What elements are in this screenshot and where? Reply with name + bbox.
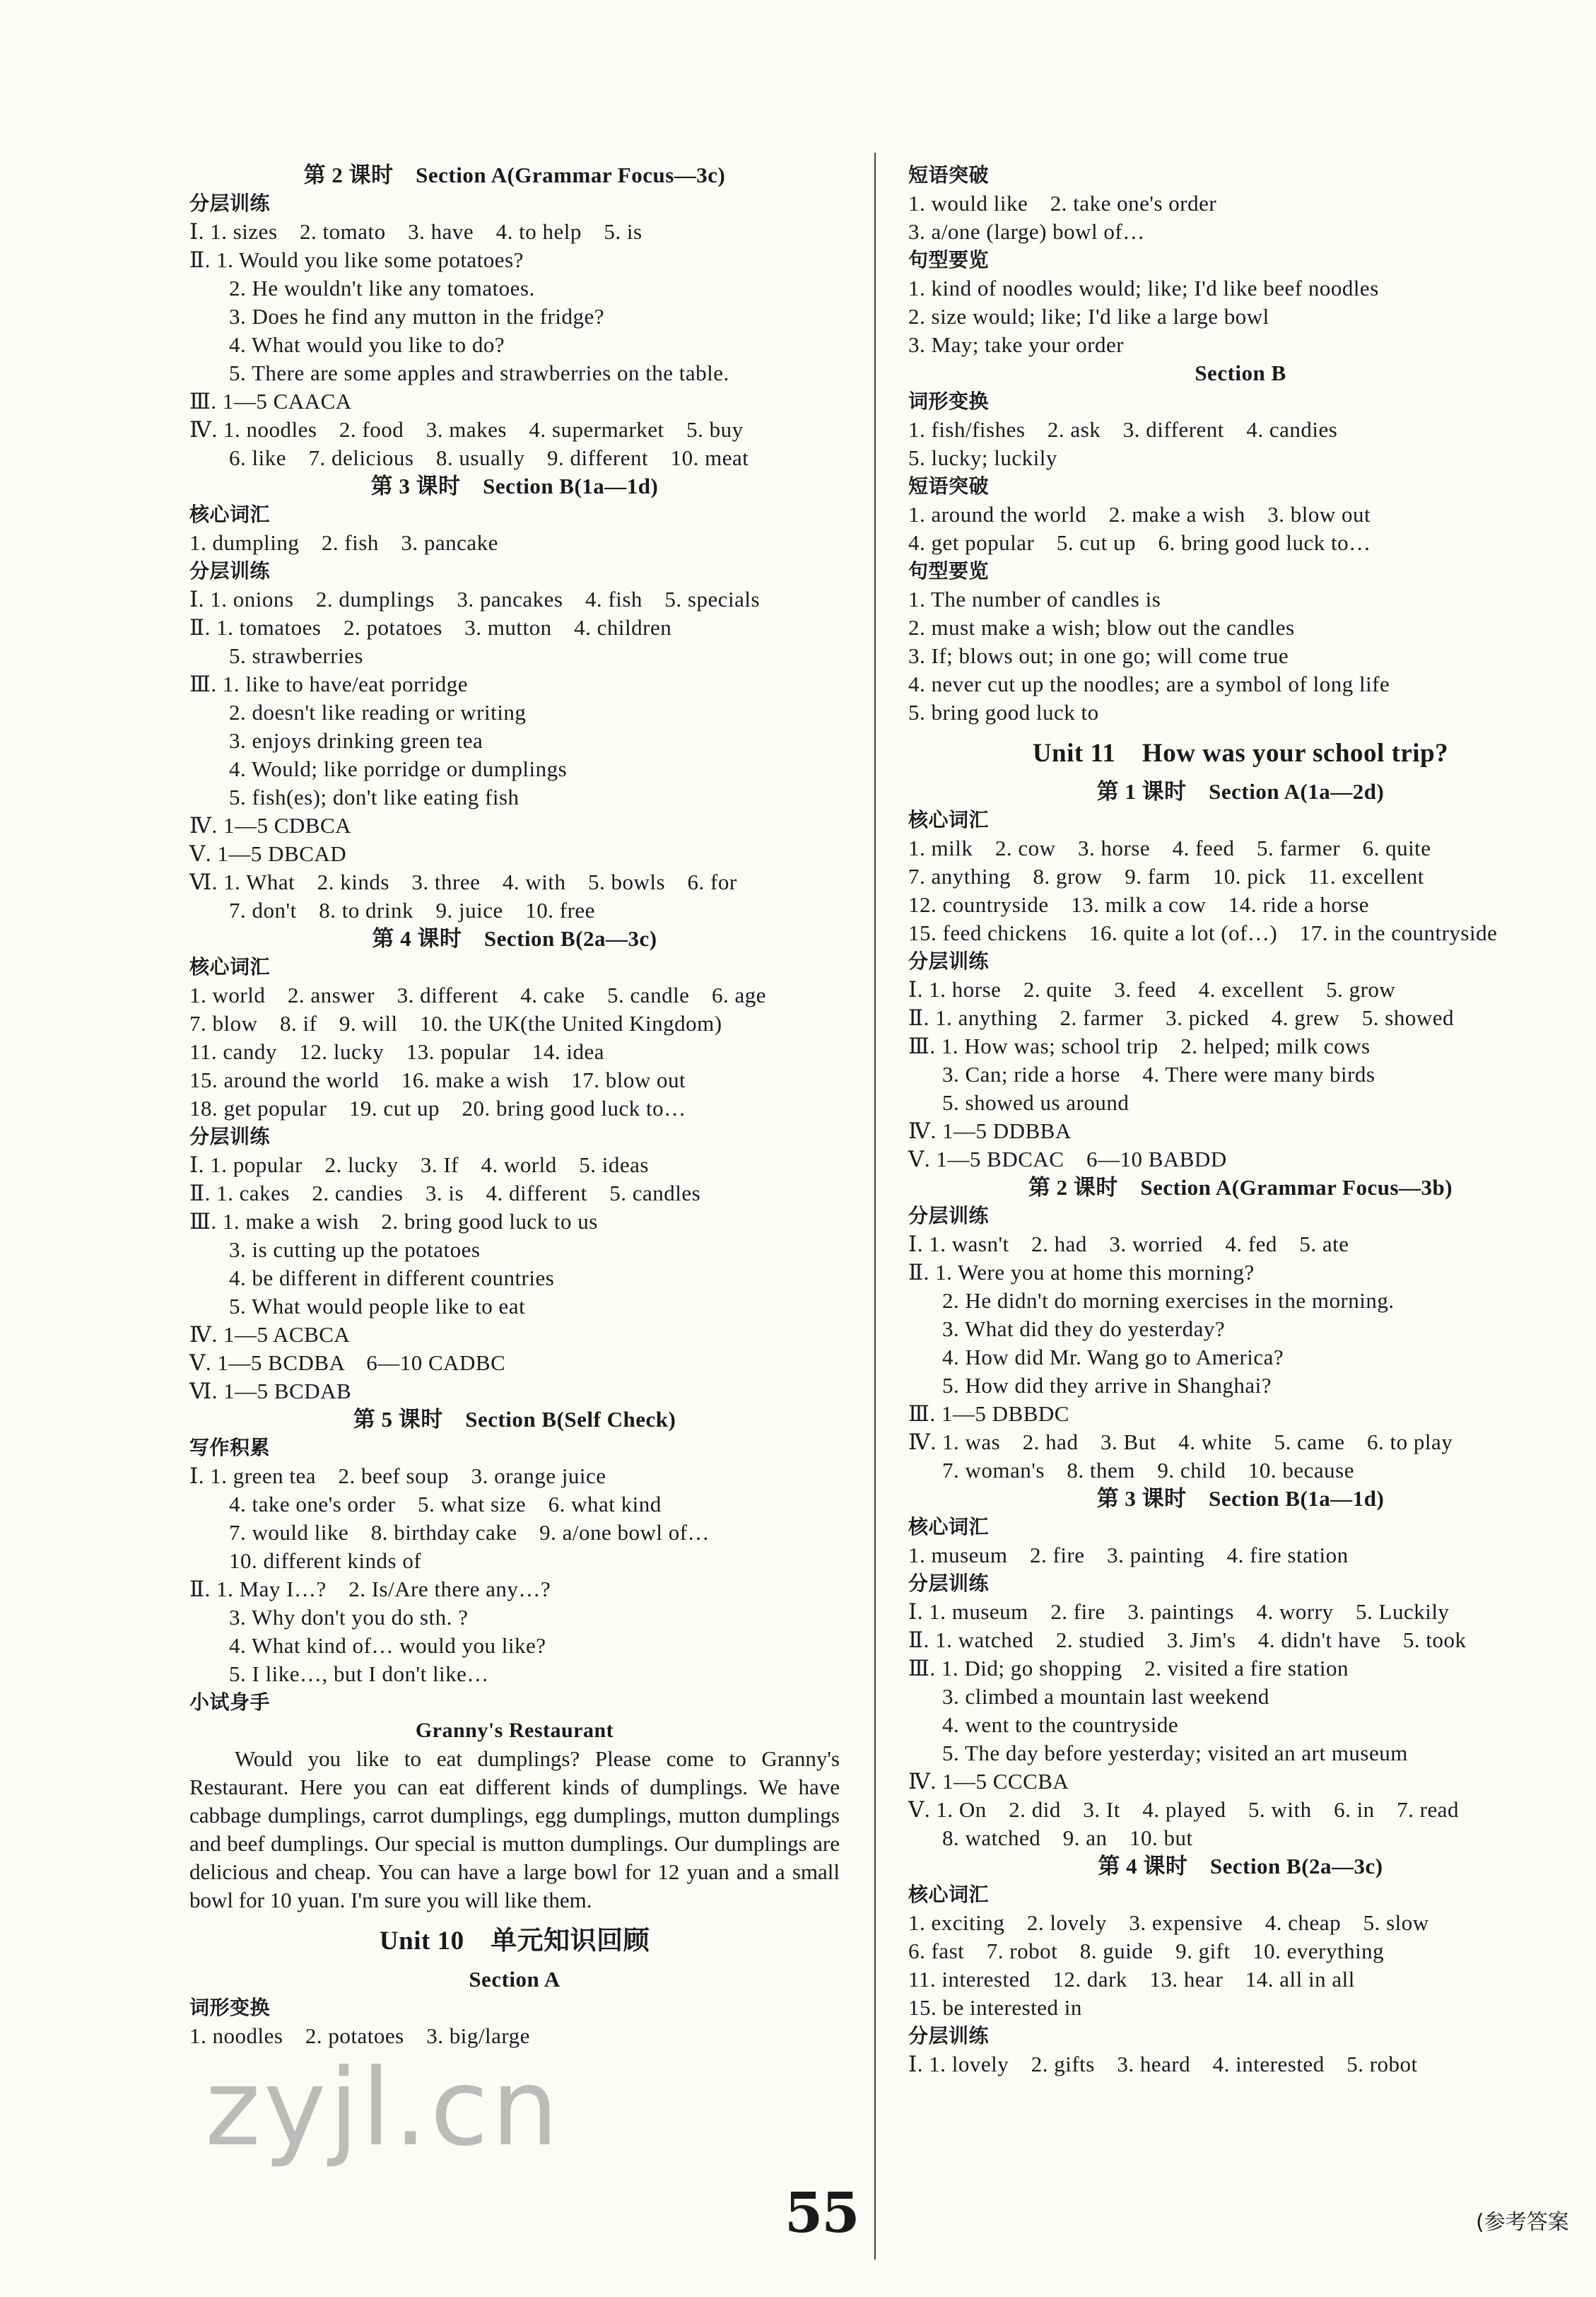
answer-line: 7. anything 8. grow 9. farm 10. pick 11. excellent [908, 864, 1424, 889]
answer-line: Ⅵ. 1—5 BCDAB [189, 1379, 352, 1403]
category-label: 分层训练 [908, 949, 990, 973]
category-label: 短语突破 [908, 163, 990, 187]
category-label: 句型要览 [908, 559, 990, 583]
answer-line: 1. dumpling 2. fish 3. pancake [189, 530, 498, 555]
left-answer-lines [189, 161, 840, 1745]
answer-line: 1. around the world 2. make a wish 3. blow out [908, 502, 1371, 527]
category-label: 短语突破 [908, 474, 990, 498]
answer-line: 4. get popular 5. cut up 6. bring good luck to… [908, 530, 1371, 555]
answer-line: 1. fish/fishes 2. ask 3. different 4. candies [908, 417, 1338, 442]
lesson-heading: 第 2 课时 Section A(Grammar Focus—3b) [1028, 1175, 1453, 1200]
answer-line: Ⅲ. 1. like to have/eat porridge [189, 672, 469, 696]
answer-line: Ⅰ. 1. museum 2. fire 3. paintings 4. worry 5. Luckily [908, 1599, 1450, 1624]
answer-line: 2. He wouldn't like any tomatoes. [229, 276, 535, 300]
answer-line: Ⅱ. 1. May I…? 2. Is/Are there any…? [189, 1577, 551, 1601]
page-number: 55 [785, 2181, 859, 2245]
answer-line: 5. The day before yesterday; visited an art museum [942, 1741, 1408, 1765]
answer-line: 1. noodles 2. potatoes 3. big/large [189, 2023, 530, 2048]
category-label: 分层训练 [189, 559, 271, 583]
answer-line: 2. must make a wish; blow out the candles [908, 615, 1295, 640]
answer-line: Ⅲ. 1—5 DBBDC [908, 1401, 1069, 1426]
category-label: 词形变换 [908, 390, 990, 413]
right-answer-lines [908, 161, 1573, 2079]
answer-line: 1. world 2. answer 3. different 4. cake 5. candle 6. age [189, 983, 766, 1007]
answer-line: 3. If; blows out; in one go; will come true [908, 643, 1289, 668]
answer-line: 3. a/one (large) bowl of… [908, 219, 1145, 244]
answer-line: Ⅰ. 1. horse 2. quite 3. feed 4. excellent 5. grow [908, 977, 1396, 1002]
answer-line: Ⅳ. 1—5 CDBCA [189, 813, 352, 838]
answer-line: 5. I like…, but I don't like… [229, 1661, 489, 1686]
answer-line: Ⅱ. 1. anything 2. farmer 3. picked 4. grew 5. showed [908, 1005, 1454, 1030]
answer-line: 5. lucky; luckily [908, 445, 1057, 470]
answer-line: 2. size would; like; I'd like a large bowl [908, 304, 1269, 329]
answer-line: 7. would like 8. birthday cake 9. a/one bowl of… [229, 1520, 710, 1545]
answer-line: Ⅲ. 1. make a wish 2. bring good luck to us [189, 1209, 598, 1234]
essay-title: Granny's Restaurant [415, 1719, 614, 1742]
lesson-heading: Section A [469, 1967, 561, 1992]
category-label: 分层训练 [189, 1125, 271, 1148]
lesson-heading: 第 4 课时 Section B(2a—3c) [372, 926, 657, 951]
category-label: 核心词汇 [189, 503, 271, 526]
answer-line: Ⅱ. 1. watched 2. studied 3. Jim's 4. didn't have 5. took [908, 1627, 1467, 1652]
answer-line: 4. never cut up the noodles; are a symbol of long life [908, 672, 1390, 696]
answer-line: 18. get popular 19. cut up 20. bring good luck to… [189, 1096, 686, 1121]
answer-line: 4. take one's order 5. what size 6. what kind [229, 1492, 662, 1516]
unit-heading: Unit 10 单元知识回顾 [379, 1927, 650, 1956]
answer-line: 7. don't 8. to drink 9. juice 10. free [229, 898, 595, 923]
answer-line: Ⅱ. 1. cakes 2. candies 3. is 4. different 5. candles [189, 1181, 701, 1205]
answer-line: 3. What did they do yesterday? [942, 1316, 1226, 1341]
answer-line: Ⅲ. 1. How was; school trip 2. helped; milk cows [908, 1034, 1371, 1058]
answer-line: Ⅳ. 1. was 2. had 3. But 4. white 5. came 6. to play [908, 1430, 1453, 1454]
right-column [908, 161, 1573, 2079]
category-label: 分层训练 [908, 1572, 990, 1595]
answer-line: 5. showed us around [942, 1090, 1129, 1115]
answer-line: 5. There are some apples and strawberries on the table. [229, 361, 729, 385]
answer-line: 7. blow 8. if 9. will 10. the UK(the United Kingdom) [189, 1011, 722, 1036]
lesson-heading: 第 2 课时 Section A(Grammar Focus—3c) [303, 163, 726, 187]
answer-line: 5. How did they arrive in Shanghai? [942, 1373, 1272, 1398]
answer-line: 4. How did Mr. Wang go to America? [942, 1345, 1284, 1369]
answer-line: Ⅲ. 1—5 CAACA [189, 389, 352, 414]
answer-line: 2. doesn't like reading or writing [229, 700, 527, 725]
answer-line: Ⅵ. 1. What 2. kinds 3. three 4. with 5. bowls 6. for [189, 870, 737, 894]
left-column [189, 161, 840, 2050]
category-label: 小试身手 [189, 1690, 271, 1714]
category-label: 词形变换 [189, 1996, 271, 2019]
answer-line: Ⅴ. 1. On 2. did 3. It 4. played 5. with 6. in 7. read [908, 1797, 1460, 1822]
answer-line: 11. interested 12. dark 13. hear 14. all in all [908, 1967, 1355, 1992]
answer-line: 5. bring good luck to [908, 700, 1099, 725]
answer-line: 4. What kind of… would you like? [229, 1633, 546, 1658]
answer-line: 4. be different in different countries [229, 1266, 555, 1290]
answer-line: 12. countryside 13. milk a cow 14. ride a horse [908, 892, 1369, 917]
answer-line: 1. museum 2. fire 3. painting 4. fire station [908, 1543, 1349, 1567]
answer-line: Ⅱ. 1. Would you like some potatoes? [189, 247, 524, 272]
answer-line: Ⅴ. 1—5 DBCAD [189, 841, 347, 866]
category-label: 核心词汇 [908, 1883, 990, 1906]
answer-line: 5. fish(es); don't like eating fish [229, 785, 520, 809]
answer-line: 4. Would; like porridge or dumplings [229, 756, 568, 781]
answer-line: 5. What would people like to eat [229, 1294, 526, 1319]
answer-line: 3. is cutting up the potatoes [229, 1237, 481, 1262]
answer-line: Ⅰ. 1. popular 2. lucky 3. If 4. world 5. ideas [189, 1152, 649, 1177]
answer-line: 3. enjoys drinking green tea [229, 728, 483, 753]
answer-line: Ⅱ. 1. Were you at home this morning? [908, 1260, 1255, 1285]
answer-line: 1. would like 2. take one's order [908, 191, 1217, 216]
answer-line: Ⅰ. 1. lovely 2. gifts 3. heard 4. interested 5. robot [908, 2052, 1418, 2076]
answer-line: 15. be interested in [908, 1995, 1082, 2020]
column-divider [874, 153, 876, 2260]
lesson-heading: 第 1 课时 Section A(1a—2d) [1096, 779, 1385, 804]
answer-line: 3. Why don't you do sth. ? [229, 1605, 469, 1630]
category-label: 写作积累 [189, 1436, 271, 1459]
answer-line: 3. May; take your order [908, 332, 1125, 357]
unit10-review-lines [189, 1915, 840, 2050]
answer-line: Ⅳ. 1—5 DDBBA [908, 1118, 1072, 1143]
answer-line: Ⅰ. 1. green tea 2. beef soup 3. orange juice [189, 1463, 606, 1488]
essay-paragraph: Would you like to eat dumplings? Please come to Granny's Restaurant. Here you can eat different kinds of dumplings. We have cabbage dumplings, carrot dumplings, egg dumplings, mutton dumplings and beef dumplings. Our special is mutton dumplings. Our dumplings are delicious and cheap. You can have a large bowl for 12 yuan and a small bowl for 10 yuan. I'm sure you will like them. [189, 1746, 840, 1912]
lesson-heading: 第 3 课时 Section B(1a—1d) [1096, 1486, 1385, 1511]
answer-line: 1. exciting 2. lovely 3. expensive 4. cheap 5. slow [908, 1910, 1429, 1935]
answer-line: 3. climbed a mountain last weekend [942, 1684, 1269, 1709]
answer-line: Ⅰ. 1. onions 2. dumplings 3. pancakes 4. fish 5. specials [189, 587, 761, 612]
answer-line: 5. strawberries [229, 643, 363, 668]
category-label: 核心词汇 [189, 955, 271, 978]
category-label: 核心词汇 [908, 808, 990, 831]
footer-note: (参考答案 [1476, 2210, 1569, 2235]
answer-line: 7. woman's 8. them 9. child 10. because [942, 1458, 1354, 1483]
category-label: 分层训练 [189, 192, 271, 215]
lesson-heading: 第 4 课时 Section B(2a—3c) [1098, 1854, 1383, 1878]
answer-line: 1. milk 2. cow 3. horse 4. feed 5. farmer 6. quite [908, 836, 1431, 860]
answer-line: Ⅴ. 1—5 BCDBA 6—10 CADBC [189, 1350, 506, 1375]
answer-line: 3. Can; ride a horse 4. There were many birds [942, 1062, 1375, 1087]
unit-heading: Unit 11 How was your school trip? [1032, 739, 1449, 768]
answer-line: 15. feed chickens 16. quite a lot (of…) 17. in the countryside [908, 920, 1498, 945]
answer-line: Ⅳ. 1—5 CCCBA [908, 1769, 1069, 1794]
category-label: 分层训练 [908, 1204, 990, 1227]
answer-line: 8. watched 9. an 10. but [942, 1825, 1193, 1850]
answer-line: 11. candy 12. lucky 13. popular 14. idea [189, 1039, 605, 1064]
answer-line: 6. fast 7. robot 8. guide 9. gift 10. everything [908, 1939, 1385, 1963]
answer-line: 4. What would you like to do? [229, 332, 505, 357]
answer-line: Ⅱ. 1. tomatoes 2. potatoes 3. mutton 4. children [189, 615, 672, 640]
watermark-logo: zyjl.cn [205, 2047, 562, 2170]
answer-line: 4. went to the countryside [942, 1712, 1179, 1737]
answer-line: 3. Does he find any mutton in the fridge? [229, 304, 605, 329]
category-label: 句型要览 [908, 248, 990, 271]
answer-line: Ⅲ. 1. Did; go shopping 2. visited a fire station [908, 1656, 1349, 1681]
lesson-heading: 第 3 课时 Section B(1a—1d) [370, 474, 659, 498]
answer-line: 10. different kinds of [229, 1548, 422, 1573]
lesson-heading: Section B [1195, 361, 1286, 385]
answer-line: 1. The number of candles is [908, 587, 1161, 612]
category-label: 分层训练 [908, 2024, 990, 2047]
answer-line: 2. He didn't do morning exercises in the morning. [942, 1288, 1395, 1313]
answer-line: Ⅳ. 1—5 ACBCA [189, 1322, 351, 1347]
answer-line: Ⅰ. 1. wasn't 2. had 3. worried 4. fed 5. ate [908, 1232, 1349, 1256]
answer-line: 15. around the world 16. make a wish 17. blow out [189, 1068, 686, 1092]
answer-line: 6. like 7. delicious 8. usually 9. different 10. meat [229, 445, 749, 470]
answer-line: Ⅰ. 1. sizes 2. tomato 3. have 4. to help 5. is [189, 219, 642, 244]
answer-line: Ⅴ. 1—5 BDCAC 6—10 BABDD [908, 1147, 1227, 1171]
category-label: 核心词汇 [908, 1515, 990, 1538]
answer-line: 1. kind of noodles would; like; I'd like beef noodles [908, 276, 1379, 300]
lesson-heading: 第 5 课时 Section B(Self Check) [353, 1407, 676, 1432]
answer-line: Ⅳ. 1. noodles 2. food 3. makes 4. supermarket 5. buy [189, 417, 744, 442]
